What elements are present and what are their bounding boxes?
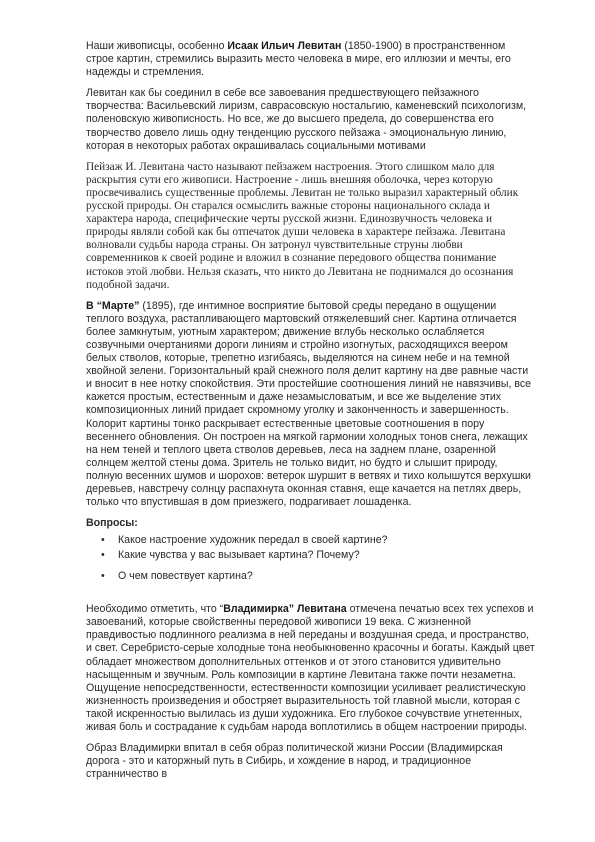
question-text: Какое настроение художник передал в своей картине? [118, 534, 388, 547]
paragraph-intro [86, 40, 535, 79]
paragraph-text: Образ Владимирки впитал в себя образ политической жизни России (Владимирская дорога - это и каторжный путь в Сибирь, и хождение в народ, и традиционное странничество в [86, 742, 503, 781]
bullet-icon: • [101, 534, 105, 547]
bullet-icon: • [101, 570, 105, 583]
questions-heading: Вопросы: [86, 517, 138, 530]
bullet-icon: • [101, 549, 105, 562]
paragraph-heritage [86, 87, 535, 152]
painting-title-vladimirka: Владимирка” Левитана [223, 603, 347, 616]
paragraph-text: отмечена печатью всех тех успехов и завоеваний, которые свойственны передовой живописи 19 века. С жизненной правдивостью подлинного реализма в ней переданы и воздушная среда, и пространство, и свет. Серебристо-серые холодные тона необыкновенно красочны и богаты. Каждый цвет обладает множеством дополнительных оттенков и от этого становится удивительно насыщенным и звучным. Роль композиции в картине Левитана также почти незаметна. Ощущение непосредственности, естественности композиции усиливает реалистическую жизненность произведения и обостряет выразительность той главной мысли, которая с такой искренностью вылилась из души художника. Его глубокое сочувствие угнетенных, живая боль и сострадание к судьбам народа воплотились в общем настроении природы. [86, 603, 535, 734]
list-item [86, 534, 535, 547]
paragraph-text: Наши живописцы, особенно [86, 40, 228, 52]
list-item [86, 570, 535, 583]
paragraph-vladimirka-image [86, 742, 535, 781]
questions-list [86, 534, 535, 583]
artist-name: Исаак Ильич Левитан [227, 40, 342, 52]
paragraph-vladimirka [86, 603, 535, 734]
paragraph-mood-landscape [86, 161, 535, 292]
question-text: Какие чувства у вас вызывает картина? Почему? [118, 549, 360, 562]
paragraph-text: (1850-1900) в пространственном строе картин, стремились выразить место человека в мире, его иллюзии и мечты, его надежды и стремления. [86, 40, 511, 79]
list-item [86, 549, 535, 562]
paragraph-text: Необходимо отметить, что “ [86, 603, 224, 616]
painting-title-march: В “Марте” [86, 299, 140, 312]
question-text: О чем повествует картина? [118, 570, 253, 583]
paragraph-text: Пейзаж И. Левитана часто называют пейзажем настроения. Этого слишком мало для раскрытия сути его живописи. Настроение - лишь внешняя оболочка, через которую просвечивались существенные проблемы. Левитан не только выразил характерный облик русской природы. Он старался осмыслить важные стороны национального склада и характера народа, специфические черты русской жизни. Единозвучность человека и природы являли собой как бы отпечаток души человека в характере пейзажа. Левитана волновали судьбы народа страны. Он затронул чувствительные струны любви современников к своей родине и вложил в сознание передового общества понимание истоков этой любви. Нельзя сказать, что никто до Левитана не поднимался до осознания подобной задачи. [86, 160, 519, 291]
paragraph-text: Левитан как бы соединил в себе все завоевания предшествующего пейзажного творчества: Васильевский лиризм, саврасовскую ностальгию, каменевский психологизм, поленовскую живописность. Но все, же до высшего предела, до совершенства его творчество довело лишь одну тенденцию русского пейзажа - эмоциональную линию, которая в некоторых работах окрашивалась социальными мотивами [86, 87, 527, 152]
paragraph-march [86, 300, 535, 510]
paragraph-text: (1895), где интимное восприятие бытовой среды передано в ощущении теплого воздуха, растапливающего мартовский отяжелевший снег. Картина отличается более замкнутым, уютным характером; движение вглубь несколько ослабляется созвучными очертаниями дороги линиям и стройно изогнутых, расходящихся веером белых стволов, которые, трепетно изгибаясь, выделяются на синем небе и на темной хвойной зелени. Горизонтальный край снежного поля делит картину на две равные части и вносит в нее нотку спокойствия. Эти простейшие соотношения линий не навязчивы, все кажется простым, естественным и даже незамысловатым, и все же выделение этих композиционных линий придает скромному уголку и законченность и завершенность. Колорит картины тонко раскрывает естественные цветовые соотношения в пору весеннего обновления. Он построен на мягкой гармонии холодных тонов снега, лежащих на нем теней и теплого цвета стволов деревьев, леса на заднем плане, озаренной солнцем желтой стены дома. Зритель не только видит, но будто и слышит природу, полную весенних шумов и шорохов: ветерок шуршит в ветвях и тихо колышутся верхушки деревьев, навстречу солнцу распахнута оконная ставня, еще качается на петлях дверь, только что впустившая в дом приезжего, подрагивает лошаденка. [86, 299, 532, 509]
